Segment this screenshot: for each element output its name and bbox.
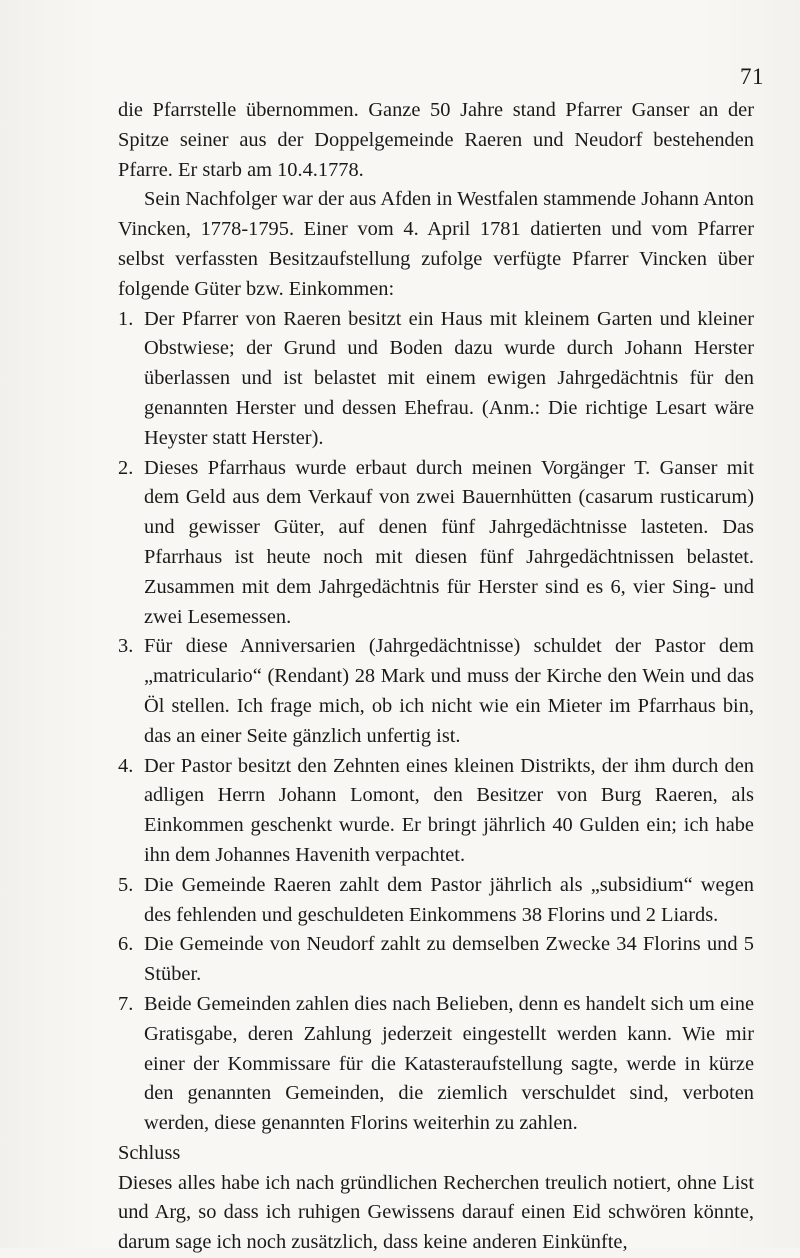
list-item-text: Beide Gemeinden zahlen dies nach Belieben, denn es handelt sich um eine Gratisgabe, deren Zahlung jederzeit eingestellt werden kann. Wie mir einer der Kommissare für die Katasteraufstellung sagte, werde in kürze den genannten Gemeinden, die ziemlich verschuldet sind, verboten werden, diese genannten Florins weiterhin zu zahlen.: [144, 992, 754, 1135]
list-item: [118, 990, 754, 1139]
income-list: [118, 305, 754, 1139]
list-item-text: Für diese Anniversarien (Jahrgedächtnisse) schuldet der Pastor dem „matriculario“ (Rendant) 28 Mark und muss der Kirche den Wein und das Öl stellen. Ich frage mich, ob ich nicht wie ein Mieter im Pfarrhaus bin, das an einer Seite gänzlich unfertig ist.: [144, 635, 754, 747]
list-item: [118, 454, 754, 633]
closing-paragraph: Dieses alles habe ich nach gründlichen Recherchen treulich notiert, ohne List und Arg, so dass ich ruhigen Gewissens darauf einen Eid schwören könnte, darum sage ich noch zusätzlich, dass keine anderen Einkünfte,: [118, 1171, 754, 1254]
closing-heading: Schluss: [118, 1141, 181, 1164]
paragraph-continuation: die Pfarrstelle übernommen. Ganze 50 Jahre stand Pfarrer Ganser an der Spitze seiner aus der Doppelgemeinde Raeren und Neudorf bestehenden Pfarre. Er starb am 10.4.1778.: [118, 99, 754, 181]
page-body: [118, 96, 754, 1258]
list-item-text: Die Gemeinde von Neudorf zahlt zu demselben Zwecke 34 Florins und 5 Stüber.: [144, 933, 754, 986]
page-number: 71: [740, 64, 764, 89]
list-item: [118, 305, 754, 454]
list-item: [118, 871, 754, 931]
list-item-text: Die Gemeinde Raeren zahlt dem Pastor jährlich als „subsidium“ wegen des fehlenden und geschuldeten Einkommens 38 Florins und 2 Liards.: [144, 873, 754, 926]
list-item-text: Der Pfarrer von Raeren besitzt ein Haus mit kleinem Garten und kleiner Obstwiese; der Grund und Boden dazu wurde durch Johann Herster überlassen und ist belastet mit einem ewigen Jahrgedächtnis für den genannten Herster und dessen Ehefrau. (Anm.: Die richtige Lesart wäre Heyster statt Herster).: [144, 307, 754, 449]
list-item-number: 1.: [118, 307, 134, 330]
list-item-number: 3.: [118, 635, 134, 658]
list-item-text: Der Pastor besitzt den Zehnten eines kleinen Distrikts, der ihm durch den adligen Herrn Johann Lomont, den Besitzer von Burg Raeren, als Einkommen geschenkt wurde. Er bringt jährlich 40 Gulden ein; ich habe ihn dem Johannes Havenith verpachtet.: [144, 754, 754, 866]
list-item-number: 2.: [118, 456, 134, 479]
list-item: [118, 632, 754, 751]
list-item-number: 4.: [118, 754, 134, 777]
list-item: [118, 930, 754, 990]
paragraph-successor: Sein Nachfolger war der aus Afden in Westfalen stammende Johann Anton Vincken, 1778-1795. Einer vom 4. April 1781 datierten und vom Pfarrer selbst verfassten Besitzaufstellung zufolge verfügte Pfarrer Vincken über folgende Güter bzw. Einkommen:: [118, 188, 754, 300]
list-item-number: 7.: [118, 992, 134, 1015]
list-item-text: Dieses Pfarrhaus wurde erbaut durch meinen Vorgänger T. Ganser mit dem Geld aus dem Verkauf von zwei Bauernhütten (casarum rusticarum) und gewisser Güter, auf denen fünf Jahrgedächtnisse lasteten. Das Pfarrhaus ist heute noch mit diesen fünf Jahrgedächtnissen belastet. Zusammen mit dem Jahrgedächtnis für Herster sind es 6, vier Sing- und zwei Lesemessen.: [144, 456, 754, 628]
list-item-number: 6.: [118, 933, 134, 956]
list-item-number: 5.: [118, 873, 134, 896]
list-item: [118, 752, 754, 871]
